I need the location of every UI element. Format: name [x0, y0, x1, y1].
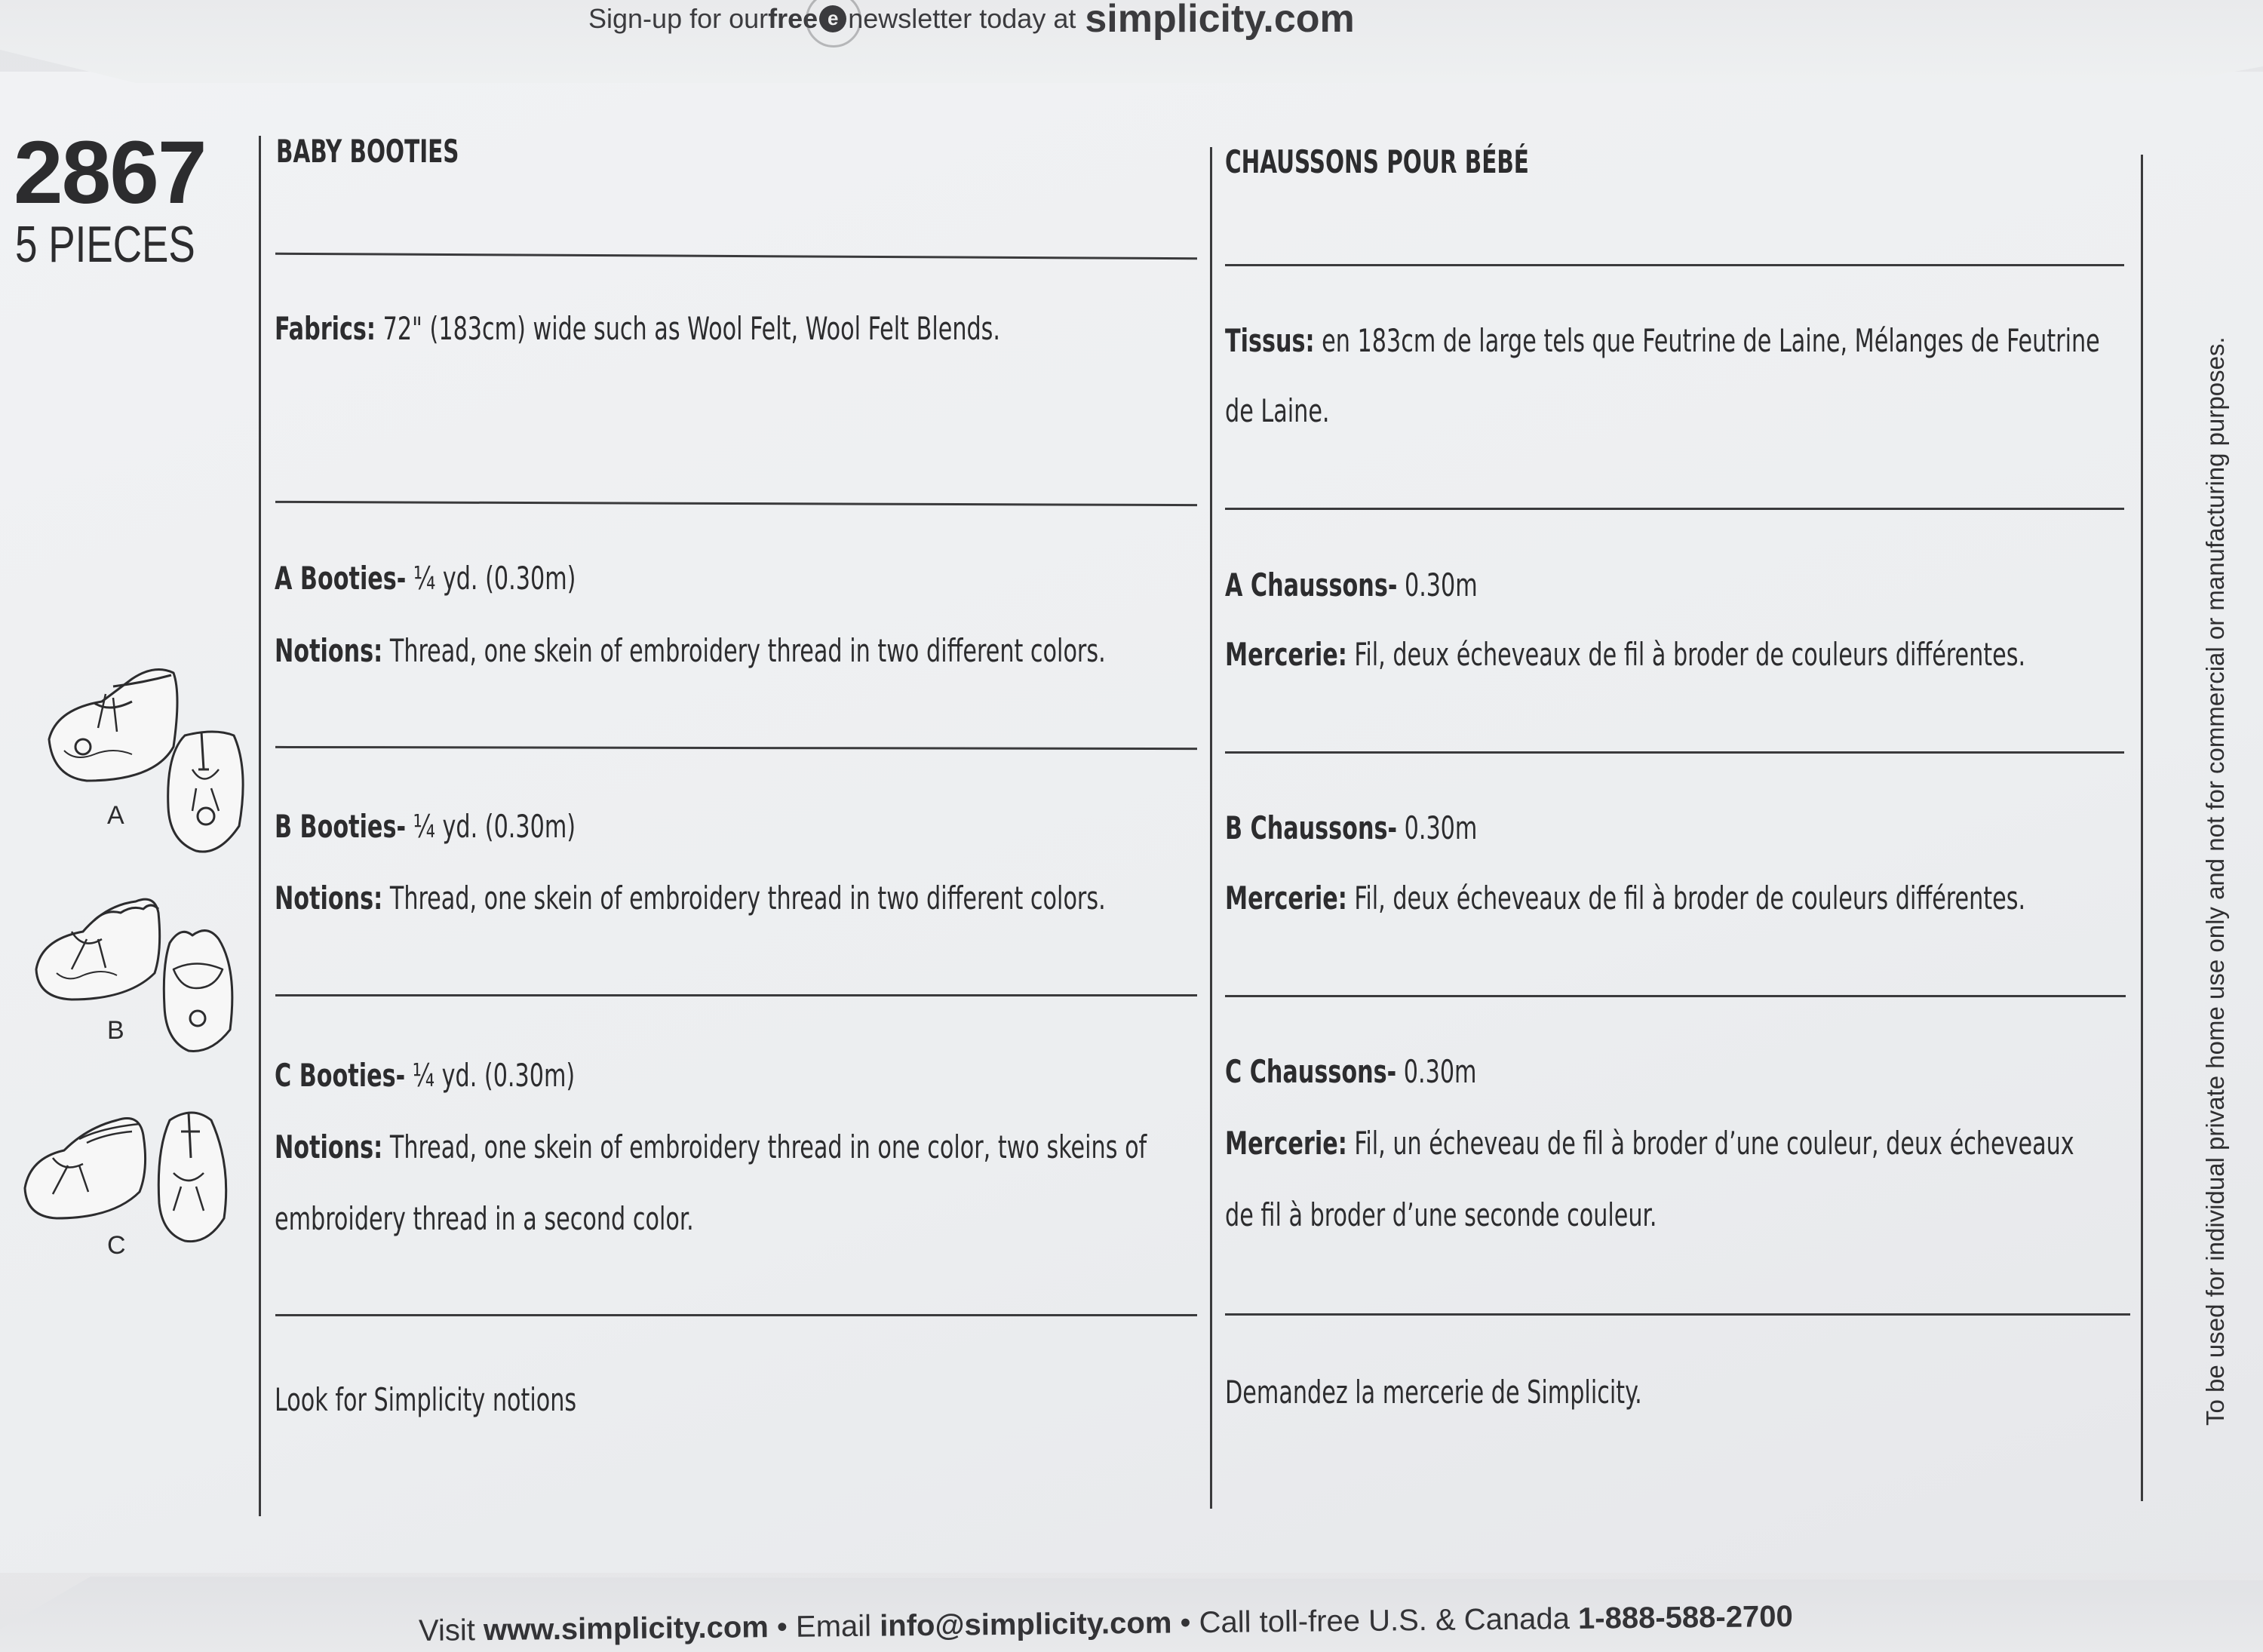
english-footer: Look for Simplicity notions	[275, 1381, 577, 1418]
newsletter-banner	[588, 0, 1355, 41]
french-view-c-notions-line2: de fil à broder d’une seconde couleur.	[1225, 1196, 1657, 1233]
right-column-divider	[2141, 155, 2143, 1501]
banner-middle: newsletter today at	[848, 3, 1076, 34]
pattern-number: 2867	[14, 123, 206, 223]
english-view-c-notions-line2: embroidery thread in a second color.	[275, 1200, 694, 1237]
english-view-a-yardage: A Booties- ¼ yd. (0.30m)	[275, 560, 576, 597]
french-title: CHAUSSONS POUR BÉBÉ	[1225, 143, 1529, 180]
view-a-label: A	[107, 801, 124, 830]
divider	[1225, 1313, 2130, 1316]
view-c-label: C	[107, 1231, 126, 1260]
enewsletter-logo-icon: e	[819, 5, 846, 32]
divider	[275, 1314, 1197, 1316]
french-view-b-notions: Mercerie: Fil, deux écheveaux de fil à broder de couleurs différentes.	[1225, 880, 2026, 917]
banner-free: free	[768, 3, 818, 34]
email-address: info@simplicity.com	[879, 1606, 1172, 1643]
divider	[1225, 751, 2124, 754]
view-a-booties-icon	[41, 656, 253, 867]
divider	[1225, 264, 2124, 266]
french-view-c-yardage: C Chaussons- 0.30m	[1225, 1053, 1477, 1090]
left-column-divider	[259, 136, 261, 1516]
divider	[1225, 508, 2124, 510]
english-view-c-yardage: C Booties- ¼ yd. (0.30m)	[275, 1057, 576, 1094]
pieces-count: 5 PIECES	[15, 216, 195, 273]
view-b-label: B	[107, 1016, 124, 1045]
english-view-b-yardage: B Booties- ¼ yd. (0.30m)	[275, 808, 576, 845]
phone-number: 1-888-588-2700	[1577, 1599, 1793, 1635]
french-view-c-notions: Mercerie: Fil, un écheveau de fil à broder d’une couleur, deux écheveaux	[1225, 1125, 2074, 1162]
middle-column-divider	[1210, 147, 1212, 1509]
usage-restriction-note: To be used for individual private home use only and not for commercial or manufacturing purposes.	[2201, 336, 2229, 1426]
english-view-c-notions: Notions: Thread, one skein of embroidery thread in one color, two skeins of	[275, 1128, 1147, 1165]
view-b-booties-icon	[30, 879, 249, 1060]
website-link: www.simplicity.com	[483, 1611, 769, 1647]
divider	[1225, 995, 2126, 997]
english-view-a-notions: Notions: Thread, one skein of embroidery thread in two different colors.	[275, 632, 1106, 669]
view-c-booties-icon	[19, 1098, 245, 1248]
banner-prefix: Sign-up for our	[588, 3, 769, 34]
french-view-b-yardage: B Chaussons- 0.30m	[1225, 809, 1478, 846]
french-view-a-yardage: A Chaussons- 0.30m	[1225, 567, 1478, 603]
english-title: BABY BOOTIES	[276, 133, 459, 170]
divider	[275, 994, 1197, 996]
english-view-b-notions: Notions: Thread, one skein of embroidery thread in two different colors.	[275, 880, 1106, 917]
french-footer: Demandez la mercerie de Simplicity.	[1225, 1374, 1642, 1411]
banner-site: simplicity.com	[1085, 0, 1355, 41]
contact-banner: Visit www.simplicity.com • Email info@simplicity.com • Call toll-free U.S. & Canada 1-888-588-2700	[418, 1599, 1793, 1647]
english-fabrics: Fabrics: 72" (183cm) wide such as Wool Felt, Wool Felt Blends.	[275, 310, 1001, 347]
french-fabrics: Tissus: en 183cm de large tels que Feutrine de Laine, Mélanges de Feutrine	[1225, 322, 2100, 359]
french-view-a-notions: Mercerie: Fil, deux écheveaux de fil à broder de couleurs différentes.	[1225, 636, 2026, 673]
french-fabrics-line2: de Laine.	[1225, 392, 1330, 429]
